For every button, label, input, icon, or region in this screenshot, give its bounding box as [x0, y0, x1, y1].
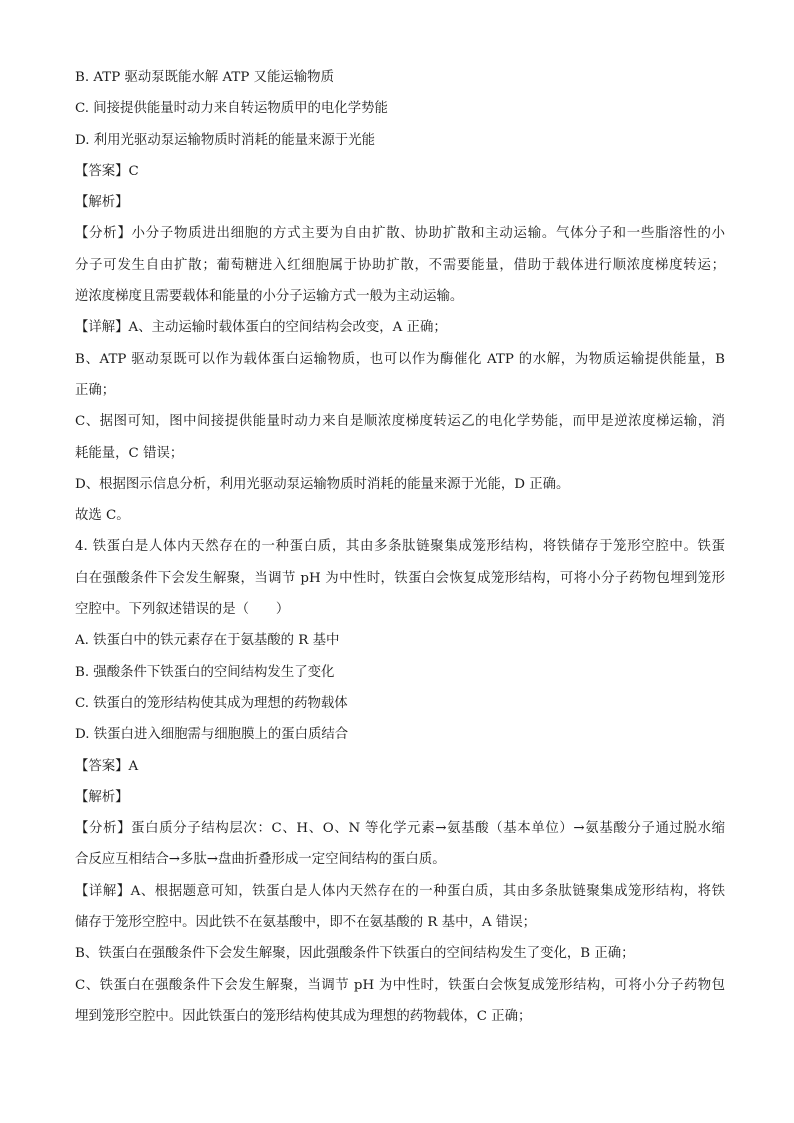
option-b: B. ATP 驱动泵既能水解 ATP 又能运输物质	[75, 70, 334, 85]
detail-text: 耗能量，C 错误；	[75, 445, 184, 461]
detail-text: 储存于笼形空腔中。因此铁不在氨基酸中，即不在氨基酸的 R 基中，A 错误；	[75, 915, 537, 931]
detail-text: B、铁蛋白在强酸条件下会发生解聚，因此强酸条件下铁蛋白的空间结构发生了变化，B 正确；	[75, 946, 635, 962]
detail-text: D、根据图示信息分析，利用光驱动泵运输物质时消耗的能量来源于光能，D 正确。	[75, 476, 570, 492]
question-stem: 4. 铁蛋白是人体内天然存在的一种蛋白质，其由多条肽链聚集成笼形结构，将铁储存于笼形空腔中。铁蛋	[75, 539, 725, 555]
detail-text: C、铁蛋白在强酸条件下会发生解聚，当调节 pH 为中性时，铁蛋白会恢复成笼形结构，可将小分子药物包	[75, 977, 725, 993]
question-stem: 空腔中。下列叙述错误的是（ ）	[75, 602, 290, 618]
analysis-heading: 【解析】	[75, 789, 129, 805]
analysis-text: 【分析】小分子物质进出细胞的方式主要为自由扩散、协助扩散和主动运输。气体分子和一些脂溶性的小	[75, 226, 725, 242]
answer-label: 【答案】A	[75, 758, 139, 774]
option-b: B. 强酸条件下铁蛋白的空间结构发生了变化	[75, 664, 335, 680]
answer-label: 【答案】C	[75, 163, 139, 179]
option-a: A. 铁蛋白中的铁元素存在于氨基酸的 R 基中	[75, 633, 340, 649]
question-stem: 白在强酸条件下会发生解聚，当调节 pH 为中性时，铁蛋白会恢复成笼形结构，可将小分子药物包埋到笼形	[75, 570, 725, 586]
detail-text: C、据图可知，图中间接提供能量时动力来自是顺浓度梯度转运乙的电化学势能，而甲是逆浓度梯运输，消	[75, 414, 725, 430]
analysis-text: 逆浓度梯度且需要载体和能量的小分子运输方式一般为主动运输。	[75, 289, 464, 305]
detail-text: 正确；	[75, 382, 116, 398]
analysis-text: 分子可发生自由扩散；葡萄糖进入红细胞属于协助扩散，不需要能量，借助于载体进行顺浓度梯度转运；	[75, 257, 725, 273]
detail-text: 埋到笼形空腔中。因此铁蛋白的笼形结构使其成为理想的药物载体，C 正确；	[75, 1008, 532, 1024]
option-d: D. 铁蛋白进入细胞需与细胞膜上的蛋白质结合	[75, 727, 349, 743]
detail-text: B、ATP 驱动泵既可以作为载体蛋白运输物质，也可以作为酶催化 ATP 的水解，为物质运输提供能量，B	[75, 351, 725, 367]
option-d: D. 利用光驱动泵运输物质时消耗的能量来源于光能	[75, 132, 375, 148]
detail-text: 【详解】A、根据题意可知，铁蛋白是人体内天然存在的一种蛋白质，其由多条肽链聚集成笼形结构，将铁	[75, 883, 725, 899]
option-c: C. 间接提供能量时动力来自转运物质甲的电化学势能	[75, 101, 388, 117]
analysis-text: 【分析】蛋白质分子结构层次：C、H、O、N 等化学元素→氨基酸（基本单位）→氨基酸分子通过脱水缩	[75, 821, 725, 837]
detail-text: 【详解】A、主动运输时载体蛋白的空间结构会改变，A 正确；	[75, 320, 447, 336]
option-c: C. 铁蛋白的笼形结构使其成为理想的药物载体	[75, 695, 348, 711]
analysis-heading: 【解析】	[75, 195, 129, 211]
conclusion-text: 故选 C。	[75, 508, 130, 524]
document-body	[75, 62, 725, 1032]
analysis-text: 合反应互相结合→多肽→盘曲折叠形成一定空间结构的蛋白质。	[75, 852, 446, 868]
